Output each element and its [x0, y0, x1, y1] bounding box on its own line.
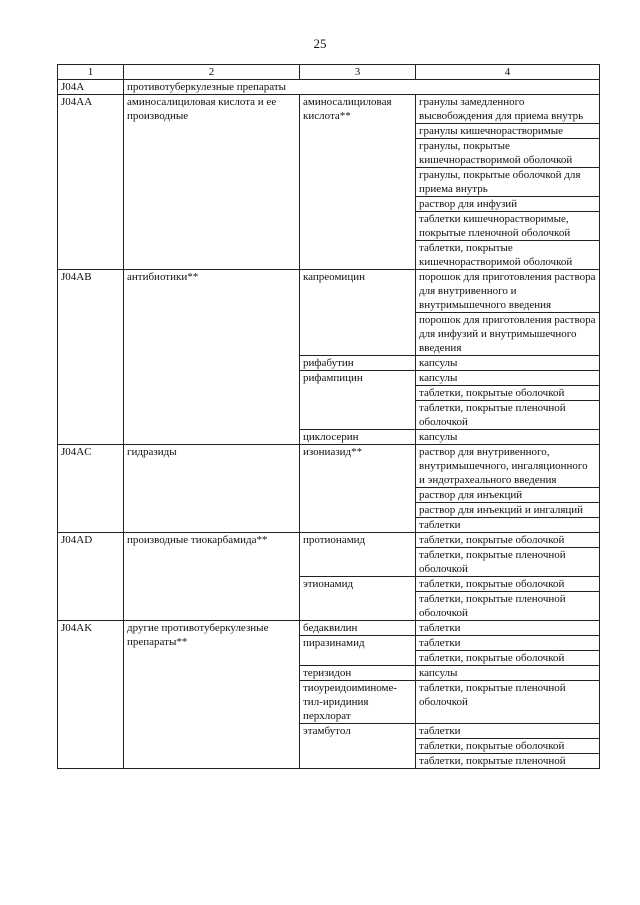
dosage-form: капсулы: [416, 430, 600, 445]
dosage-form: таблетки, покрытые пленочной оболочкой: [416, 548, 600, 577]
dosage-form: таблетки: [416, 636, 600, 651]
drug-name: изониазид**: [300, 445, 416, 533]
dosage-form: порошок для приготовления раствора для инфузий и внутримышечного введения: [416, 313, 600, 356]
atc-code: J04AK: [58, 621, 124, 769]
group-row: [58, 80, 600, 95]
drug-name: этионамид: [300, 577, 416, 621]
drug-name: циклосерин: [300, 430, 416, 445]
drug-name: пиразинамид: [300, 636, 416, 666]
drug-name: капреомицин: [300, 270, 416, 356]
dosage-form: таблетки, покрытые пленочной: [416, 754, 600, 769]
atc-group-name: гидразиды: [124, 445, 300, 533]
group-name: противотуберкулезные препараты: [124, 80, 600, 95]
drug-name: рифабутин: [300, 356, 416, 371]
dosage-form: раствор для внутривенного, внутримышечного, ингаляционного и эндотрахеального введения: [416, 445, 600, 488]
atc-group-name: аминосалициловая кислота и ее производные: [124, 95, 300, 270]
table-row: [58, 445, 600, 488]
page-number: 25: [313, 36, 327, 51]
dosage-form: таблетки, покрытые кишечнорастворимой оболочкой: [416, 241, 600, 270]
drug-table: [57, 64, 600, 769]
atc-group-name: другие противотуберкулезные препараты**: [124, 621, 300, 769]
atc-code: J04AA: [58, 95, 124, 270]
group-code: J04A: [58, 80, 124, 95]
dosage-form: порошок для приготовления раствора для внутривенного и внутримышечного введения: [416, 270, 600, 313]
dosage-form: таблетки: [416, 724, 600, 739]
atc-group-name: производные тиокарбамида**: [124, 533, 300, 621]
table-header-row: [58, 65, 600, 80]
dosage-form: раствор для инъекций и ингаляций: [416, 503, 600, 518]
dosage-form: гранулы, покрытые кишечнорастворимой оболочкой: [416, 139, 600, 168]
drug-name: теризидон: [300, 666, 416, 681]
atc-code: J04AB: [58, 270, 124, 445]
table-row: [58, 270, 600, 313]
dosage-form: гранулы замедленного высвобождения для приема внутрь: [416, 95, 600, 124]
dosage-form: раствор для инъекций: [416, 488, 600, 503]
dosage-form: таблетки, покрытые оболочкой: [416, 739, 600, 754]
dosage-form: гранулы кишечнорастворимые: [416, 124, 600, 139]
column-header: 2: [124, 65, 300, 80]
drug-name: протионамид: [300, 533, 416, 577]
dosage-form: таблетки: [416, 621, 600, 636]
drug-name: этамбутол: [300, 724, 416, 769]
atc-code: J04AD: [58, 533, 124, 621]
atc-group-name: антибиотики**: [124, 270, 300, 445]
dosage-form: таблетки, покрытые пленочной оболочкой: [416, 681, 600, 724]
dosage-form: таблетки, покрытые оболочкой: [416, 386, 600, 401]
drug-name: тиоуреидоиминоме- тил-иридиния перхлорат: [300, 681, 416, 724]
dosage-form: раствор для инфузий: [416, 197, 600, 212]
dosage-form: гранулы, покрытые оболочкой для приема внутрь: [416, 168, 600, 197]
column-header: 4: [416, 65, 600, 80]
table-row: [58, 95, 600, 124]
drug-name: аминосалициловая кислота**: [300, 95, 416, 270]
dosage-form: таблетки: [416, 518, 600, 533]
table-row: [58, 621, 600, 636]
drug-name: бедаквилин: [300, 621, 416, 636]
dosage-form: таблетки, покрытые оболочкой: [416, 577, 600, 592]
table-row: [58, 533, 600, 548]
table-body: [58, 80, 600, 769]
dosage-form: капсулы: [416, 666, 600, 681]
dosage-form: таблетки, покрытые оболочкой: [416, 533, 600, 548]
column-header: 3: [300, 65, 416, 80]
dosage-form: таблетки, покрытые оболочкой: [416, 651, 600, 666]
dosage-form: капсулы: [416, 356, 600, 371]
dosage-form: капсулы: [416, 371, 600, 386]
drug-name: рифампицин: [300, 371, 416, 430]
dosage-form: таблетки, покрытые пленочной оболочкой: [416, 401, 600, 430]
dosage-form: таблетки кишечнорастворимые, покрытые пленочной оболочкой: [416, 212, 600, 241]
column-header: 1: [58, 65, 124, 80]
atc-code: J04AC: [58, 445, 124, 533]
dosage-form: таблетки, покрытые пленочной оболочкой: [416, 592, 600, 621]
